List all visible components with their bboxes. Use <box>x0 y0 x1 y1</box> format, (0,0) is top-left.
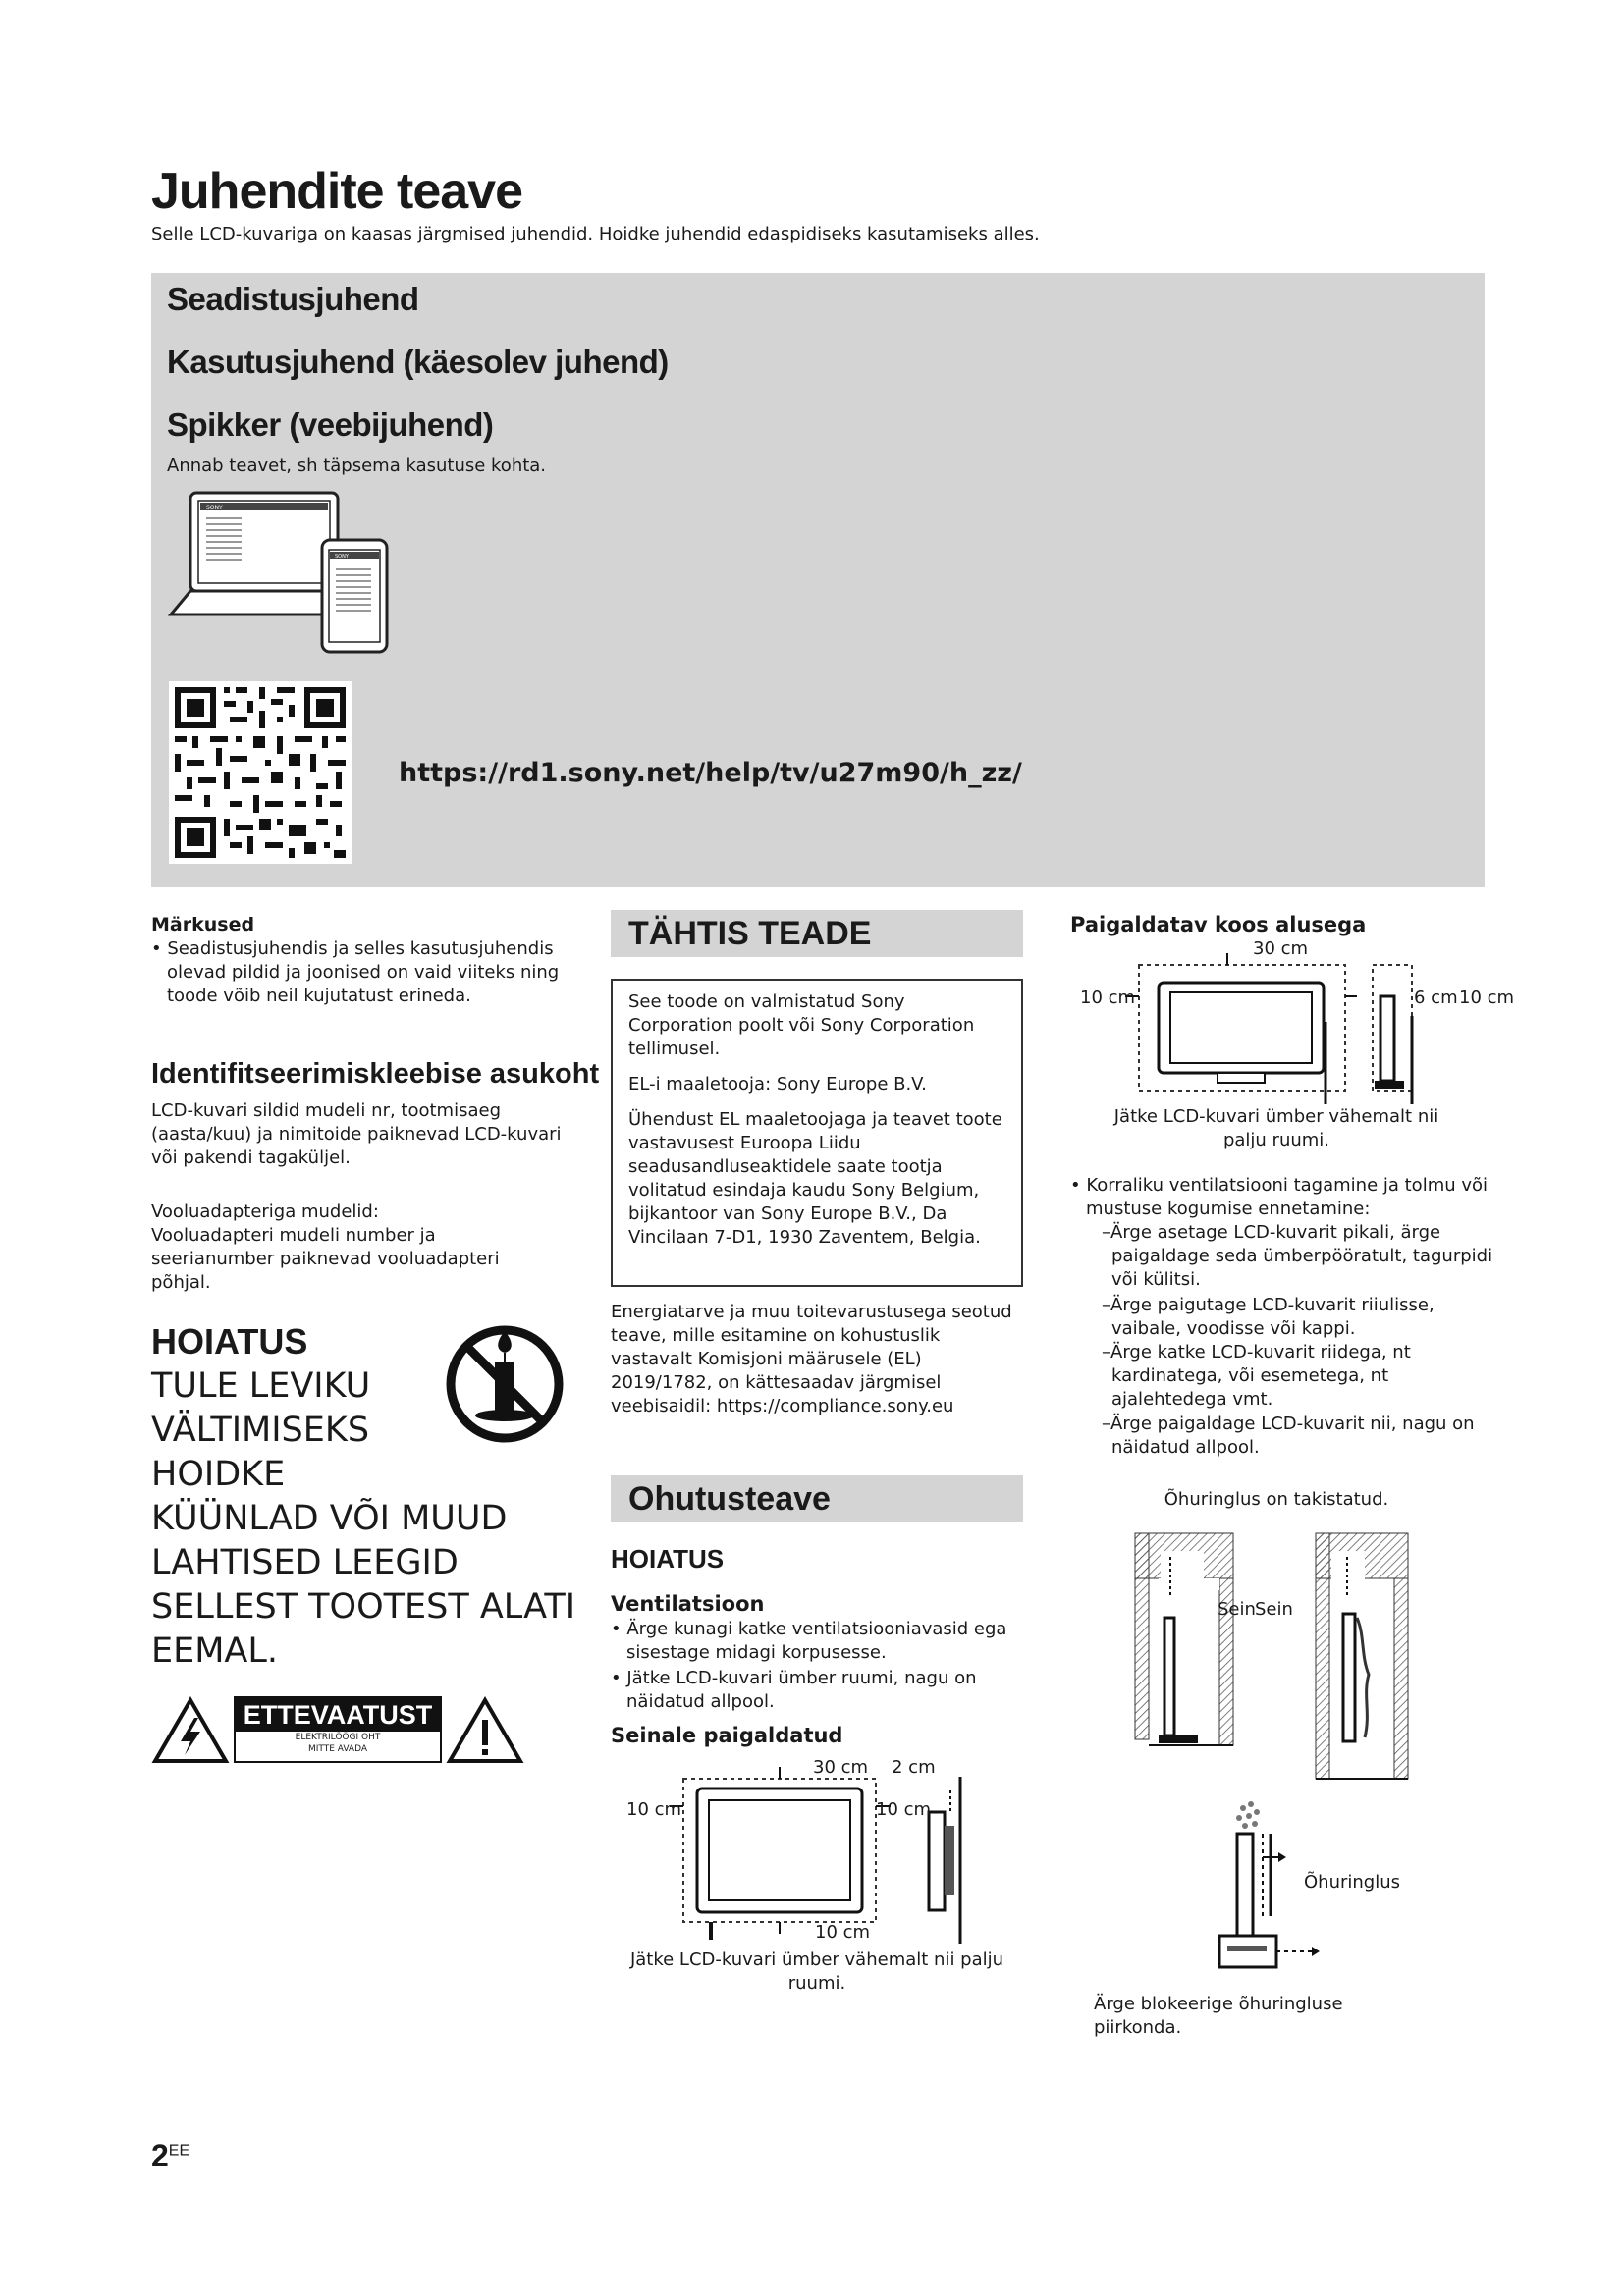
fire-warning-line: HOIDKE <box>151 1455 286 1494</box>
wall-dim-left: 10 cm <box>626 1799 682 1820</box>
adapter-text: Vooluadapteri mudeli number ja seerianumber paiknevad vooluadapteri põhjal. <box>151 1225 500 1293</box>
notes-title: Märkused <box>151 914 255 935</box>
safety-warning-heading: HOIATUS <box>611 1544 725 1574</box>
important-notice-heading: TÄHTIS TEADE <box>611 910 1023 957</box>
page-subtitle: Selle LCD-kuvariga on kaasas järgmised juhendid. Hoidke juhendid edaspidiseks kasutamiseks alles. <box>151 224 1040 244</box>
ventilation-title: Ventilatsioon <box>611 1592 765 1616</box>
label-location-heading: Identifitseerimiskleebise asukoht <box>151 1058 600 1090</box>
caution-title: ETTEVAATUST <box>236 1698 440 1732</box>
dont-item-4: –Ärge paigaldage LCD-kuvarit nii, nagu on näidatud allpool. <box>1102 1414 1475 1458</box>
notice-paragraph-3: Ühendust EL maaletoojaga ja teavet toote vastavusest Euroopa Liidu seadusandluseaktidele saate tootja volitatud esindaja kaudu Sony Belgium, bijkantoor van Sony Europe B.V., Da Vincilaan 7-D1, 1930 Zaventem, Belgia. <box>628 1109 1002 1248</box>
adapter-title: Vooluadapteriga mudelid: <box>151 1201 379 1222</box>
label-location-text: LCD-kuvari sildid mudeli nr, tootmisaeg (aasta/kuu) ja nimitoide paiknevad LCD-kuvari või pakendi tagaküljel. <box>151 1100 562 1168</box>
ventilation-bullet-2: • Jätke LCD-kuvari ümber ruumi, nagu on näidatud allpool. <box>611 1668 977 1712</box>
manuals-box <box>151 273 1485 887</box>
important-notice-box <box>611 979 1023 1287</box>
wall-mount-title: Seinale paigaldatud <box>611 1724 843 1747</box>
tablet-brand-logo: SONY <box>335 554 349 560</box>
ventilation-bullet-1: • Ärge kunagi katke ventilatsiooniavasid ega sisestage midagi korpusesse. <box>611 1619 1007 1663</box>
notes-text: • Seadistusjuhendis ja selles kasutusjuhendis olevad pildid ja joonised on vaid viiteks ning toode võib neil kujutatust erineda. <box>151 938 560 1006</box>
dont-item-2: –Ärge paigutage LCD-kuvarit riiulisse, vaibale, voodisse või kappi. <box>1102 1295 1435 1339</box>
devices-illustration <box>167 487 403 659</box>
wall-dim-side: 10 cm <box>876 1799 932 1820</box>
blocked-airflow-caption: Õhuringlus on takistatud. <box>1164 1489 1389 1510</box>
stand-dim-left: 10 cm <box>1080 988 1136 1008</box>
fire-warning-line: TULE LEVIKU <box>151 1366 371 1406</box>
wall-dim-bottom: 10 cm <box>815 1922 871 1943</box>
fire-warning-line: LAHTISED LEEGID <box>151 1543 459 1582</box>
caution-line-1: ELEKTRILÖÖGI OHT <box>295 1733 381 1742</box>
help-guide-url-link[interactable]: https://rd1.sony.net/help/tv/u27m90/h_zz/ <box>399 758 1022 788</box>
airflow-caption: Ärge blokeerige õhuringluse piirkonda. <box>1094 1994 1343 2038</box>
dont-item-3: –Ärge katke LCD-kuvarit riidega, nt kardinatega, või esemetega, nt ajalehtedega vmt. <box>1102 1342 1411 1410</box>
no-open-flame-icon <box>444 1323 566 1445</box>
notice-paragraph-2: EL-i maaletooja: Sony Europe B.V. <box>628 1074 927 1095</box>
general-warning-icon <box>446 1696 524 1765</box>
stand-clearance-diagram <box>1080 947 1502 1104</box>
energy-info-text: Energiatarve ja muu toitevarustusega seotud teave, mille esitamine on kohustuslik vastavalt Komisjoni määrusele (EL) 2019/1782, on kättesaadav järgmisel veebisaidil: https://compliance.sony.eu <box>611 1302 1012 1416</box>
page-number-value: 2 <box>151 2138 169 2173</box>
stand-dim-top: 30 cm <box>1253 938 1309 959</box>
fire-warning-line: VÄLTIMISEKS <box>151 1411 370 1450</box>
laptop-brand-logo: SONY <box>206 505 223 511</box>
stand-dim-far: 10 cm <box>1459 988 1515 1008</box>
electric-shock-warning-icon <box>151 1696 230 1765</box>
help-guide-description: Annab teavet, sh täpsema kasutuse kohta. <box>167 455 547 476</box>
wall-dim-right: 2 cm <box>892 1757 936 1778</box>
caution-label <box>234 1696 442 1763</box>
page-title: Juhendite teave <box>151 163 523 220</box>
fire-warning-line: EEMAL. <box>151 1631 278 1671</box>
fire-warning-line: SELLEST TOOTEST ALATI <box>151 1587 576 1627</box>
fire-warning-heading: HOIATUS <box>151 1321 308 1362</box>
wall-dim-top: 30 cm <box>813 1757 869 1778</box>
fire-warning-line: KÜÜNLAD VÕI MUUD <box>151 1499 508 1538</box>
page-number <box>151 2138 189 2174</box>
notice-paragraph-1: See toode on valmistatud Sony Corporation poolt või Sony Corporation tellimusel. <box>628 991 975 1059</box>
stand-caption: Jätke LCD-kuvari ümber vähemalt nii palju ruumi. <box>1113 1106 1439 1150</box>
stand-dim-right: 6 cm <box>1414 988 1458 1008</box>
blocked-airflow-diagram <box>1129 1527 1414 1790</box>
dont-item-1: –Ärge asetage LCD-kuvarit pikali, ärge paigaldage seda ümberpööratult, tagurpidi või külitsi. <box>1102 1222 1493 1290</box>
user-guide-heading: Kasutusjuhend (käesolev juhend) <box>167 344 669 380</box>
setup-guide-heading: Seadistusjuhend <box>167 281 419 317</box>
wall-label-1: Sein <box>1218 1599 1256 1620</box>
wall-label-2: Sein <box>1255 1599 1293 1620</box>
airflow-label: Õhuringlus <box>1304 1872 1401 1893</box>
page-number-suffix: EE <box>168 2142 190 2160</box>
stand-mount-title: Paigaldatav koos alusega <box>1070 913 1367 936</box>
wall-mount-caption: Jätke LCD-kuvari ümber vähemalt nii palju ruumi. <box>629 1949 1004 1994</box>
wall-mount-clearance-diagram <box>611 1757 1023 1949</box>
help-guide-heading: Spikker (veebijuhend) <box>167 406 494 443</box>
qr-code-icon[interactable] <box>169 681 352 864</box>
safety-info-heading: Ohutusteave <box>611 1475 1023 1522</box>
caution-line-2: MITTE AVADA <box>307 1744 368 1754</box>
ventilation-intro: • Korraliku ventilatsiooni tagamine ja tolmu või mustuse kogumise ennetamine: <box>1070 1175 1489 1219</box>
